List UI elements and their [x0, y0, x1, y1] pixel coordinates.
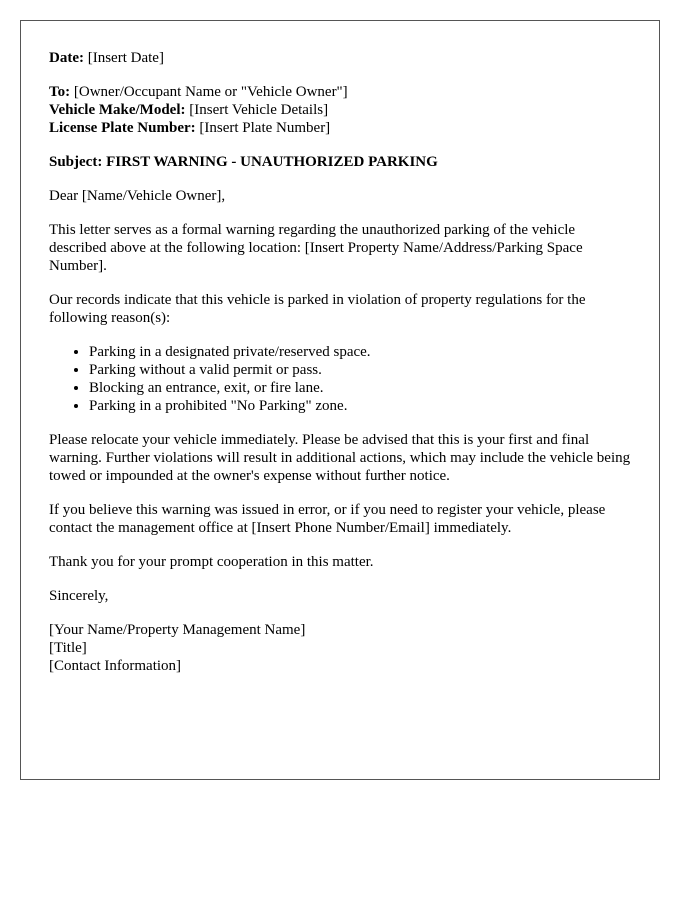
plate-line	[49, 119, 631, 137]
list-item: • Parking in a prohibited "No Parking" zone.	[89, 397, 631, 415]
signer-contact: [Contact Information]	[49, 658, 182, 674]
paragraph-location: This letter serves as a formal warning regarding the unauthorized parking of the vehicle described above at the following location: [Insert Property Name/Address/Parking Space Number].	[49, 222, 583, 274]
to-label: To:	[49, 84, 71, 100]
list-item: • Blocking an entrance, exit, or fire lane.	[89, 379, 631, 397]
paragraph-relocate: Please relocate your vehicle immediately. Please be advised that this is your first and final warning. Further violations will result in additional actions, which may include the vehicle being towed or impounded at the owner's expense without further notice.	[49, 432, 631, 484]
to-line	[49, 83, 631, 101]
date-value: [Insert Date]	[83, 50, 164, 66]
vehicle-value: [Insert Vehicle Details]	[185, 102, 329, 118]
reasons-list	[49, 343, 631, 415]
list-item: • Parking in a designated private/reserved space.	[89, 343, 631, 361]
date-line	[49, 49, 631, 67]
warning-letter	[20, 20, 660, 780]
subject-value: FIRST WARNING - UNAUTHORIZED PARKING	[102, 154, 438, 170]
salutation: Dear [Name/Vehicle Owner],	[49, 188, 226, 204]
date-label: Date:	[49, 50, 84, 66]
subject-line	[49, 153, 631, 171]
signer-title: [Title]	[49, 640, 87, 656]
vehicle-label: Vehicle Make/Model:	[49, 102, 186, 118]
signer-name: [Your Name/Property Management Name]	[49, 622, 306, 638]
paragraph-thanks: Thank you for your prompt cooperation in this matter.	[49, 554, 374, 570]
to-value: [Owner/Occupant Name or "Vehicle Owner"]	[70, 84, 348, 100]
recipient-block	[49, 83, 631, 137]
subject-label: Subject:	[49, 154, 103, 170]
plate-label: License Plate Number:	[49, 120, 196, 136]
signature-block	[49, 621, 631, 675]
sign-off: Sincerely,	[49, 588, 109, 604]
vehicle-line	[49, 101, 631, 119]
paragraph-contact: If you believe this warning was issued in error, or if you need to register your vehicle, please contact the management office at [Insert Phone Number/Email] immediately.	[49, 502, 606, 536]
plate-value: [Insert Plate Number]	[195, 120, 331, 136]
list-item: • Parking without a valid permit or pass.	[89, 361, 631, 379]
paragraph-reasons-intro: Our records indicate that this vehicle is parked in violation of property regulations for the following reason(s):	[49, 292, 586, 326]
